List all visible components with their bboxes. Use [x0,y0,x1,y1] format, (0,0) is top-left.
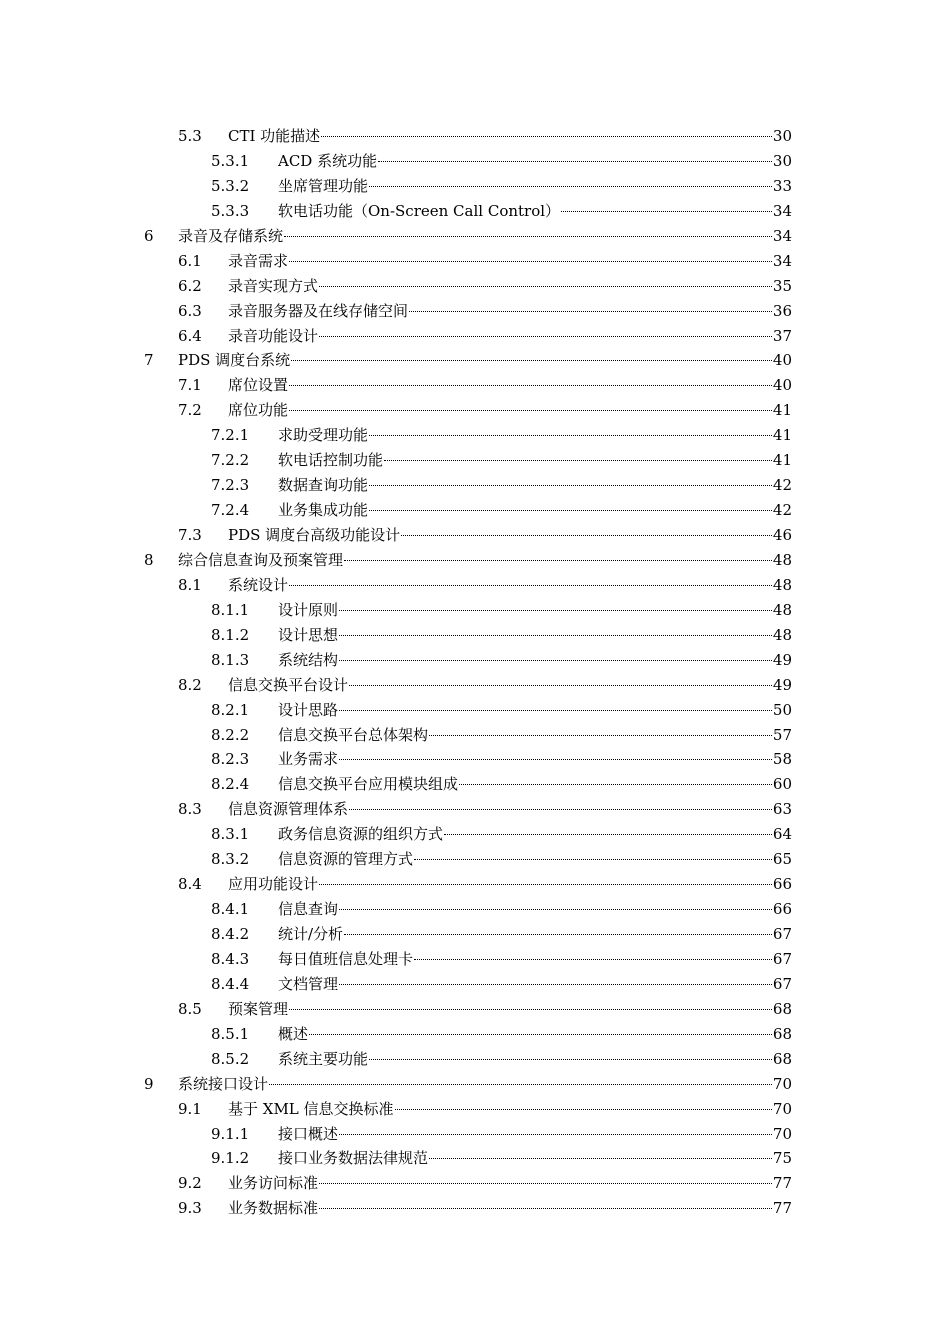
toc-entry-number: 6.1 [178,251,202,270]
toc-entry[interactable] [0,498,950,523]
toc-entry-page-number: 67 [772,949,792,968]
toc-entry-line [278,623,792,648]
toc-dot-leader [384,460,772,461]
toc-entry-line [228,324,792,349]
toc-entry-line [228,872,792,897]
toc-entry-page-number: 40 [772,351,792,370]
toc-entry-number: 6.3 [178,301,202,320]
toc-dot-leader [289,261,772,262]
toc-entry[interactable] [0,324,950,349]
toc-dot-leader [429,735,772,736]
toc-entry-title: 录音及存储系统 [178,224,283,249]
toc-entry-page-number: 33 [772,176,792,195]
toc-dot-leader [344,560,772,561]
toc-entry-page-number: 75 [772,1149,792,1168]
toc-entry-number: 8.3 [178,800,202,819]
toc-entry[interactable] [0,1072,950,1097]
toc-entry-page-number: 60 [772,775,792,794]
toc-entry-number: 9.1.1 [211,1124,250,1143]
toc-dot-leader [401,535,772,536]
toc-entry-title: PDS 调度台系统 [178,348,290,373]
toc-dot-leader [339,759,772,760]
toc-entry-number: 8.1.1 [211,600,250,619]
toc-entry-line [278,822,792,847]
toc-dot-leader [369,1059,772,1060]
toc-entry-number: 8.4 [178,875,202,894]
toc-entry[interactable] [0,997,950,1022]
toc-dot-leader [284,236,772,237]
toc-entry-page-number: 68 [772,1049,792,1068]
toc-entry-page-number: 48 [772,600,792,619]
toc-entry[interactable] [0,299,950,324]
toc-dot-leader [459,784,772,785]
toc-entry[interactable] [0,199,950,224]
toc-entry-line [228,573,792,598]
toc-entry[interactable] [0,1146,950,1171]
toc-entry-page-number: 77 [772,1199,792,1218]
toc-entry[interactable] [0,224,950,249]
toc-entry-number: 8.5.2 [211,1049,250,1068]
toc-entry-number: 7.2 [178,401,202,420]
toc-entry-number: 9 [144,1074,154,1093]
toc-entry-number: 8.2.4 [211,775,250,794]
toc-entry-line [228,299,792,324]
toc-entry-number: 7.3 [178,526,202,544]
toc-entry[interactable] [0,797,950,822]
toc-entry[interactable] [0,1171,950,1196]
toc-entry-title: 系统接口设计 [178,1072,268,1097]
toc-entry-line [278,947,792,972]
toc-dot-leader [395,1109,772,1110]
toc-dot-leader [289,410,772,411]
toc-entry[interactable] [0,1022,950,1047]
toc-dot-leader [319,336,772,337]
toc-entry-number: 9.2 [178,1174,202,1193]
toc-entry-title: 接口概述 [278,1122,338,1147]
toc-entry[interactable] [0,523,950,548]
toc-entry-page-number: 37 [772,326,792,345]
toc-entry[interactable] [0,698,950,723]
toc-entry-number: 8.4.3 [211,949,250,968]
toc-entry-line [278,1047,792,1072]
toc-entry-title: 坐席管理功能 [278,174,368,199]
toc-entry-page-number: 64 [772,825,792,844]
toc-dot-leader [369,186,772,187]
toc-dot-leader [349,809,772,810]
toc-entry-page-number: 34 [772,251,792,270]
toc-entry[interactable] [0,922,950,947]
toc-entry-number: 7.2.3 [211,476,250,495]
toc-entry-title: 录音服务器及在线存储空间 [228,299,408,324]
toc-entry-page-number: 49 [772,675,792,694]
toc-dot-leader [339,909,772,910]
toc-entry[interactable] [0,1047,950,1072]
toc-dot-leader [378,161,772,162]
toc-entry[interactable] [0,274,950,299]
toc-entry-page-number: 70 [772,1074,792,1093]
toc-dot-leader [349,685,772,686]
toc-entry-title: 软电话功能（On-Screen Call Control） [278,199,560,224]
toc-entry-page-number: 42 [772,501,792,520]
toc-dot-leader [339,1134,772,1135]
toc-entry-line [228,373,792,398]
toc-entry-number: 5.3.3 [211,201,250,220]
toc-entry-title: CTI 功能描述 [228,124,320,149]
toc-entry-page-number: 49 [772,650,792,669]
toc-entry-title: 软电话控制功能 [278,448,383,473]
toc-entry[interactable] [0,847,950,872]
toc-entry-line [278,473,792,498]
toc-entry-title: 文档管理 [278,972,338,997]
toc-entry-line [278,698,792,723]
toc-entry-number: 6.4 [178,326,202,345]
toc-entry-title: 录音功能设计 [228,324,318,349]
toc-entry-line [228,797,792,822]
toc-entry-number: 9.1.2 [211,1149,250,1168]
toc-dot-leader [369,435,772,436]
toc-entry[interactable] [0,772,950,797]
toc-entry[interactable] [0,872,950,897]
toc-entry-line [278,498,792,523]
toc-entry-page-number: 70 [772,1124,792,1143]
toc-entry[interactable] [0,623,950,648]
toc-entry-title: 信息资源的管理方式 [278,847,413,872]
toc-entry-page-number: 35 [772,276,792,295]
toc-entry-line [178,348,792,373]
toc-entry-title: 数据查询功能 [278,473,368,498]
toc-entry-page-number: 34 [772,201,792,220]
toc-dot-leader [339,984,772,985]
toc-entry-title: PDS 调度台高级功能设计 [228,523,400,548]
toc-entry-title: ACD 系统功能 [278,149,377,174]
toc-entry-line [178,224,792,249]
toc-entry[interactable] [0,573,950,598]
toc-entry-number: 8.3.2 [211,850,250,869]
toc-entry-line [278,772,792,797]
toc-dot-leader [339,660,772,661]
toc-entry-number: 7.1 [178,376,202,395]
toc-dot-leader [291,360,772,361]
toc-entry-number: 6.2 [178,276,202,295]
toc-entry-page-number: 41 [772,426,792,445]
toc-entry-number: 8.2.1 [211,700,250,719]
toc-entry-line [278,897,792,922]
toc-entry-page-number: 48 [772,575,792,594]
toc-entry-title: 预案管理 [228,997,288,1022]
toc-entry-line [228,1171,792,1196]
toc-entry-title: 录音实现方式 [228,274,318,299]
toc-entry-number: 9.3 [178,1199,202,1218]
toc-entry-page-number: 34 [772,226,792,245]
toc-entry-number: 7.2.2 [211,451,250,470]
toc-entry-line [228,673,792,698]
toc-entry-line [228,1196,792,1221]
toc-entry-number: 8.1.2 [211,625,250,644]
toc-entry-page-number: 48 [772,625,792,644]
toc-entry[interactable] [0,398,950,423]
toc-entry-title: 录音需求 [228,249,288,274]
toc-entry[interactable] [0,124,950,149]
toc-entry-line [228,274,792,299]
toc-entry-page-number: 41 [772,401,792,420]
toc-dot-leader [444,834,772,835]
toc-entry-page-number: 67 [772,974,792,993]
table-of-contents [0,124,950,1221]
toc-entry-page-number: 58 [772,750,792,769]
toc-entry-page-number: 40 [772,376,792,395]
toc-entry-title: 应用功能设计 [228,872,318,897]
toc-entry-line [278,847,792,872]
toc-entry-page-number: 66 [772,900,792,919]
toc-dot-leader [319,884,772,885]
toc-entry-page-number: 67 [772,925,792,943]
toc-entry-title: 业务访问标准 [228,1171,318,1196]
toc-entry-line [278,423,792,448]
toc-entry-number: 8.2 [178,675,202,694]
toc-entry-title: 信息交换平台应用模块组成 [278,772,458,797]
toc-entry[interactable] [0,473,950,498]
toc-entry-number: 7.2.1 [211,426,250,445]
toc-entry-title: 统计/分析 [278,922,343,947]
toc-entry-page-number: 65 [772,850,792,869]
toc-entry[interactable] [0,1122,950,1147]
toc-dot-leader [561,211,772,212]
toc-dot-leader [344,934,772,935]
toc-dot-leader [369,485,772,486]
toc-entry-number: 8.4.1 [211,900,250,919]
toc-entry-number: 8.4.4 [211,974,250,993]
toc-entry-page-number: 66 [772,875,792,894]
toc-entry[interactable] [0,348,950,373]
toc-entry-page-number: 46 [772,526,792,544]
toc-dot-leader [339,710,772,711]
toc-entry-page-number: 36 [772,301,792,320]
toc-entry-page-number: 41 [772,451,792,470]
toc-entry-number: 8.3.1 [211,825,250,844]
toc-entry-number: 8.1 [178,575,202,594]
toc-entry-line [278,1122,792,1147]
toc-entry-title: 接口业务数据法律规范 [278,1146,428,1171]
toc-entry-title: 概述 [278,1022,308,1047]
toc-entry[interactable] [0,174,950,199]
toc-dot-leader [319,1208,772,1209]
toc-entry-line [278,174,792,199]
toc-entry-number: 6 [144,226,154,245]
toc-dot-leader [414,859,772,860]
toc-entry-page-number: 30 [772,127,792,145]
toc-entry-line [278,199,792,224]
toc-entry-number: 9.1 [178,1099,202,1118]
toc-entry-page-number: 50 [772,700,792,719]
toc-entry-title: 席位设置 [228,373,288,398]
toc-entry-number: 8.2.3 [211,750,250,769]
toc-entry-number: 8.2.2 [211,725,250,744]
toc-entry-line [228,1097,792,1122]
toc-dot-leader [321,136,772,137]
toc-entry-line [278,972,792,997]
toc-entry[interactable] [0,1196,950,1221]
toc-entry-title: 席位功能 [228,398,288,423]
toc-entry-title: 设计原则 [278,598,338,623]
toc-entry[interactable] [0,1097,950,1122]
toc-entry-line [278,922,792,947]
toc-entry-title: 业务集成功能 [278,498,368,523]
toc-dot-leader [309,1034,772,1035]
toc-dot-leader [319,1183,772,1184]
toc-entry-number: 8.4.2 [211,925,250,943]
toc-entry-page-number: 68 [772,999,792,1018]
toc-entry-title: 系统设计 [228,573,288,598]
toc-entry-title: 综合信息查询及预案管理 [178,548,343,573]
toc-entry-title: 设计思想 [278,623,338,648]
toc-dot-leader [429,1158,772,1159]
toc-entry-line [228,997,792,1022]
toc-entry-page-number: 42 [772,476,792,495]
toc-entry-number: 7 [144,351,154,370]
toc-entry-title: 系统结构 [278,648,338,673]
toc-entry-line [228,523,792,548]
toc-entry[interactable] [0,947,950,972]
toc-entry-line [178,548,792,573]
toc-entry[interactable] [0,822,950,847]
toc-entry-line [278,747,792,772]
toc-entry-title: 业务需求 [278,747,338,772]
toc-entry-number: 5.3 [178,127,202,145]
toc-entry-title: 每日值班信息处理卡 [278,947,413,972]
toc-entry[interactable] [0,972,950,997]
toc-entry-page-number: 63 [772,800,792,819]
toc-entry-number: 8.1.3 [211,650,250,669]
toc-entry-line [278,648,792,673]
toc-entry-page-number: 70 [772,1099,792,1118]
toc-entry-line [278,723,792,748]
toc-entry[interactable] [0,373,950,398]
toc-entry[interactable] [0,448,950,473]
toc-entry-title: 设计思路 [278,698,338,723]
toc-entry-line [228,398,792,423]
toc-entry[interactable] [0,149,950,174]
toc-entry-number: 5.3.2 [211,176,250,195]
toc-entry-page-number: 77 [772,1174,792,1193]
toc-entry-line [178,1072,792,1097]
toc-entry-line [228,249,792,274]
toc-entry-title: 系统主要功能 [278,1047,368,1072]
toc-entry-number: 7.2.4 [211,501,250,520]
toc-dot-leader [269,1084,772,1085]
toc-dot-leader [414,959,772,960]
toc-entry-line [278,149,792,174]
toc-entry-number: 5.3.1 [211,151,250,170]
toc-entry-number: 8.5.1 [211,1024,250,1043]
toc-entry-page-number: 57 [772,725,792,744]
toc-entry[interactable] [0,648,950,673]
toc-entry-title: 业务数据标准 [228,1196,318,1221]
toc-dot-leader [369,510,772,511]
toc-entry-number: 8.5 [178,999,202,1018]
toc-dot-leader [409,311,772,312]
toc-entry[interactable] [0,723,950,748]
toc-entry-title: 政务信息资源的组织方式 [278,822,443,847]
toc-entry-line [278,1022,792,1047]
toc-dot-leader [339,635,772,636]
toc-entry-line [278,448,792,473]
toc-entry-title: 信息交换平台总体架构 [278,723,428,748]
toc-dot-leader [289,1009,772,1010]
toc-entry-title: 基于 XML 信息交换标准 [228,1097,394,1122]
toc-entry-title: 信息资源管理体系 [228,797,348,822]
toc-dot-leader [319,286,772,287]
toc-dot-leader [339,610,772,611]
toc-entry-page-number: 30 [772,151,792,170]
toc-entry-line [278,598,792,623]
toc-dot-leader [289,385,772,386]
toc-entry-line [228,124,792,149]
toc-entry[interactable] [0,897,950,922]
toc-entry-title: 信息交换平台设计 [228,673,348,698]
toc-entry[interactable] [0,598,950,623]
toc-entry[interactable] [0,249,950,274]
toc-entry-page-number: 68 [772,1024,792,1043]
toc-entry[interactable] [0,548,950,573]
toc-entry-line [278,1146,792,1171]
toc-entry[interactable] [0,747,950,772]
toc-entry-title: 求助受理功能 [278,423,368,448]
toc-entry[interactable] [0,673,950,698]
toc-entry-number: 8 [144,550,154,569]
toc-entry-page-number: 48 [772,550,792,569]
toc-entry[interactable] [0,423,950,448]
toc-entry-title: 信息查询 [278,897,338,922]
toc-dot-leader [289,585,772,586]
